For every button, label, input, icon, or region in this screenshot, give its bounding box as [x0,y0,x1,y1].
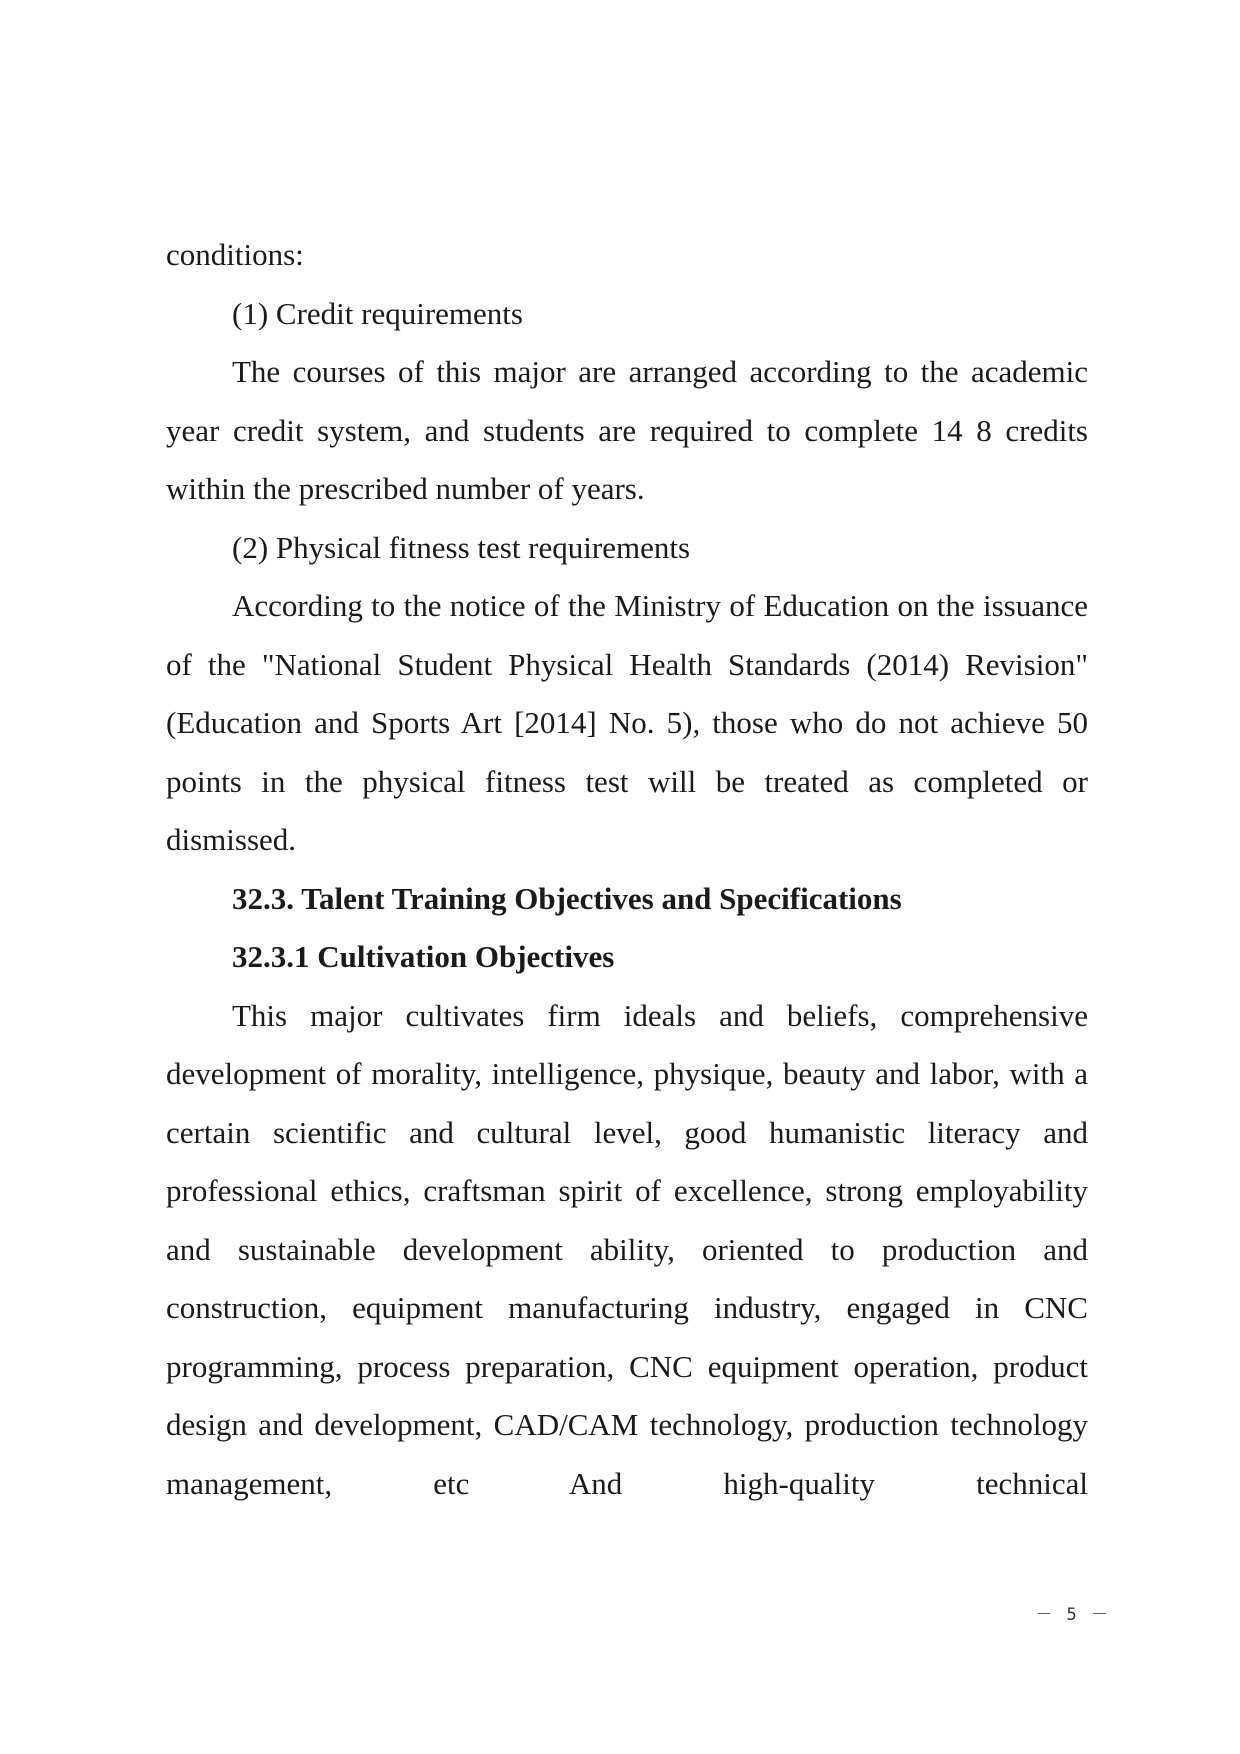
continuation-line: conditions: [166,237,304,272]
section-heading: 32.3. Talent Training Objectives and Specifications [232,880,902,916]
subsection-heading: 32.3.1 Cultivation Objectives [232,939,615,974]
body-text [166,226,1088,1513]
fitness-requirements-paragraph: According to the notice of the Ministry of Education on the issuance of the "National Student Physical Health Standards (2014) Revision" (Education and Sports Art [2014] No. 5), those who do not achieve 50 points in the physical fitness test will be treated as completed or dismissed. [166,588,1088,857]
page-number: － 5 － [1035,1605,1110,1625]
cultivation-objectives-paragraph: This major cultivates firm ideals and beliefs, comprehensive development of morality, intelligence, physique, beauty and labor, with a certain scientific and cultural level, good humanistic literacy and professional ethics, craftsman spirit of excellence, strong employability and sustainable development ability, oriented to production and construction, equipment manufacturing industry, engaged in CNC programming, process preparation, CNC equipment operation, product design and development, CAD/CAM technology, production technology management, etc And high-quality technical [166,997,1088,1501]
credit-requirements-paragraph: The courses of this major are arranged according to the academic year credit system, and students are required to complete 14 8 credits within the prescribed number of years. [166,354,1088,506]
fitness-requirements-heading: (2) Physical fitness test requirements [232,529,691,565]
credit-requirements-heading: (1) Credit requirements [232,295,523,331]
